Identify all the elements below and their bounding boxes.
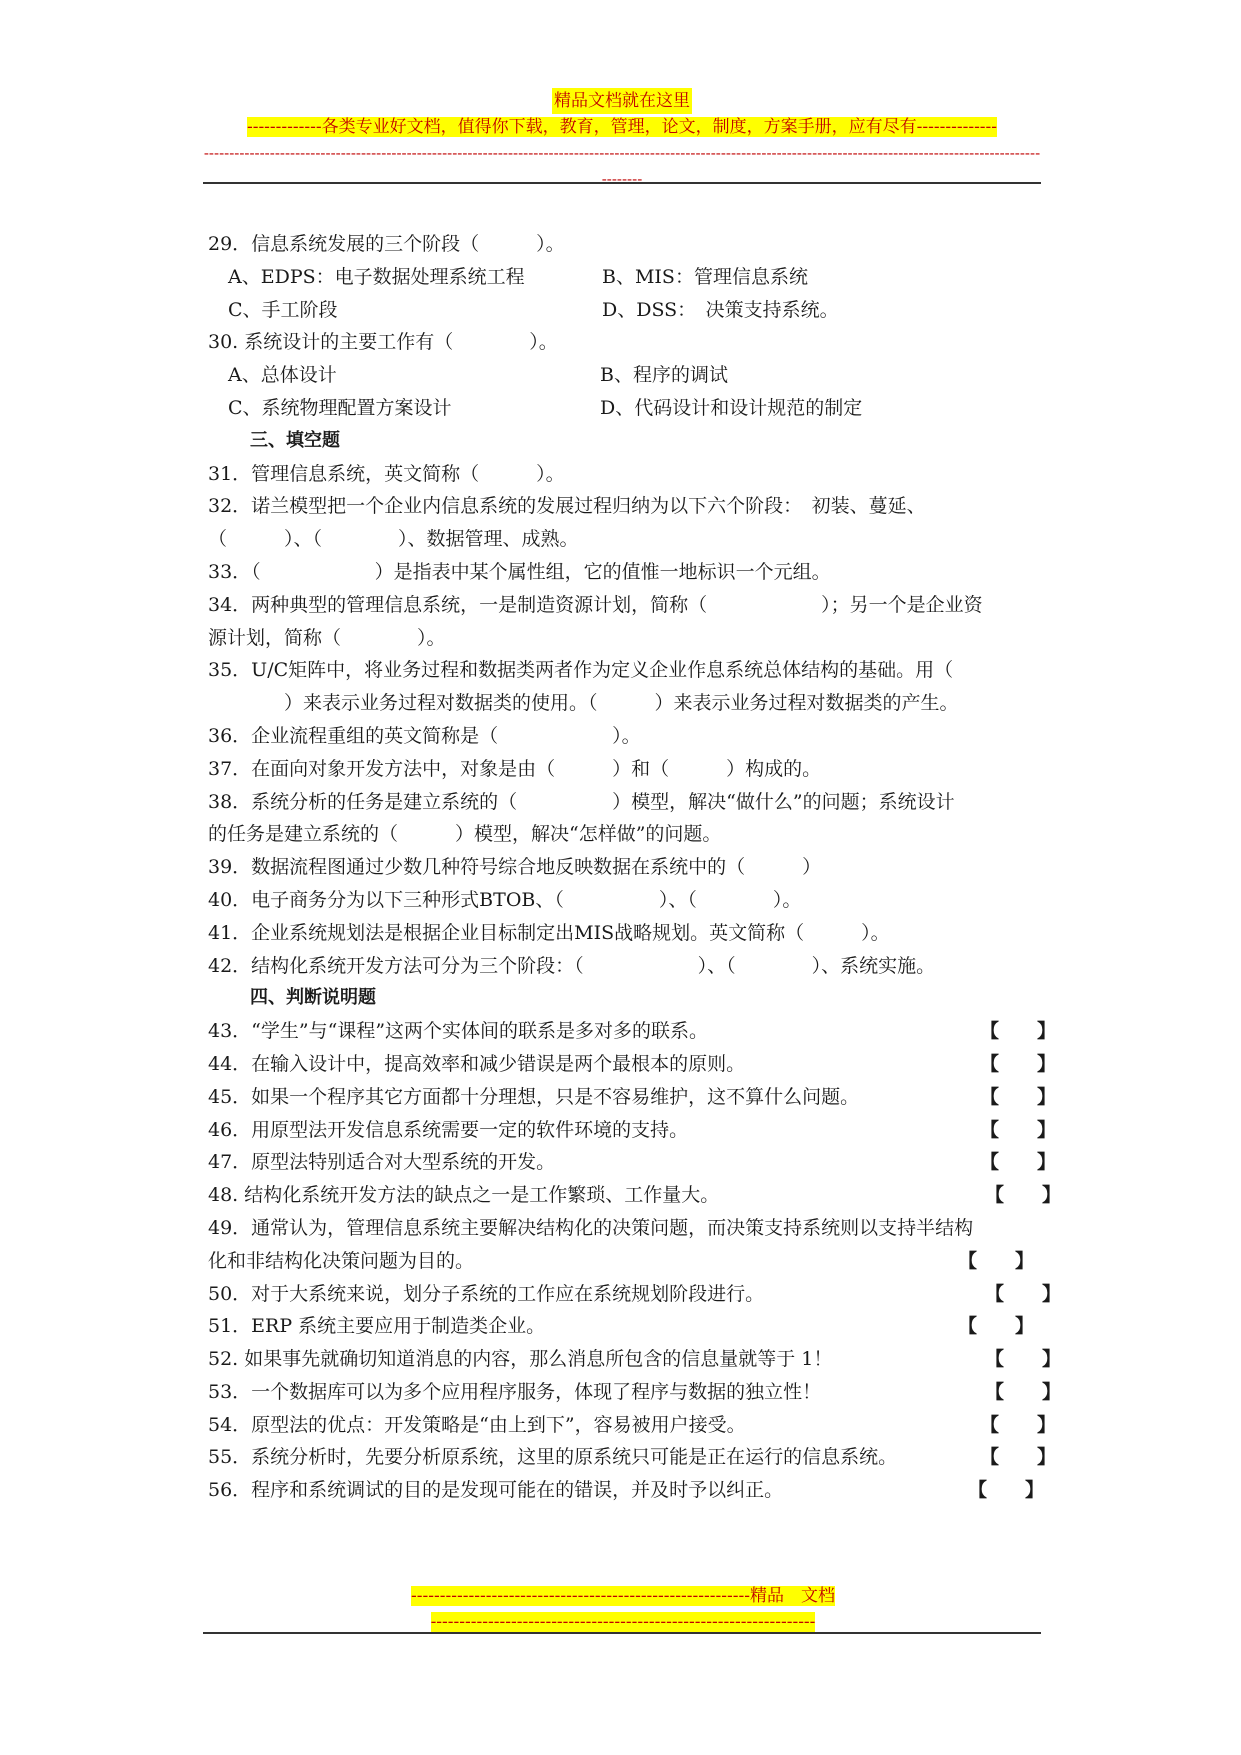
question-56-text: 56．程序和系统调试的目的是发现可能在的错误，并及时予以纠正。 — [208, 1479, 784, 1502]
section-heading-fill: 三、填空题 — [250, 429, 340, 451]
footer-line-1: -----------------------------------------------------------精品 文档 — [411, 1586, 835, 1606]
question-42: 42．结构化系统开发方法可分为三个阶段：（ ）、（ ）、系统实施。 — [208, 954, 936, 977]
question-29: 29．信息系统发展的三个阶段（ ）。 — [208, 233, 565, 255]
header-promo: -------------各类专业好文档，值得你下载，教育，管理，论文，制度，方案手册，应有尽有-------------- — [246, 117, 998, 137]
option-30-a: A、总体设计 — [228, 364, 337, 387]
question-47 — [208, 1146, 1057, 1179]
question-51-text: 51．ERP 系统主要应用于制造类企业。 — [208, 1315, 546, 1338]
question-43-text: 43．“学生”与“课程”这两个实体间的联系是多对多的联系。 — [208, 1020, 709, 1043]
section-heading-judge: 四、判断说明题 — [250, 987, 376, 1009]
question-30: 30. 系统设计的主要工作有（ ）。 — [208, 331, 558, 354]
answer-bracket: 【 】 — [985, 1348, 1062, 1371]
answer-bracket: 【 】 — [980, 1118, 1057, 1141]
answer-bracket: 【 】 — [985, 1184, 1062, 1207]
header-title: 精品文档就在这里 — [552, 88, 692, 114]
header-dashes: --------------------------------------------------------------------------------------------------------------------------------------------------------------------- — [203, 144, 1041, 162]
question-50-text: 50．对于大系统来说，划分子系统的工作应在系统规划阶段进行。 — [208, 1282, 765, 1305]
question-32-cont: （ ）、（ ）、数据管理、成熟。 — [208, 528, 579, 551]
answer-bracket: 【 】 — [980, 1020, 1057, 1043]
question-34-cont: 源计划，简称（ ）。 — [208, 626, 446, 649]
question-47-text: 47．原型法特别适合对大型系统的开发。 — [208, 1151, 556, 1174]
question-55 — [208, 1441, 1057, 1474]
question-37: 37．在面向对象开发方法中，对象是由（ ）和（ ）构成的。 — [208, 757, 822, 780]
question-54-text: 54．原型法的优点：开发策略是“由上到下”，容易被用户接受。 — [208, 1413, 746, 1436]
question-34: 34．两种典型的管理信息系统，一是制造资源计划，简称（ ）；另一个是企业资 — [208, 593, 983, 616]
question-50 — [208, 1278, 1062, 1311]
footer-rule — [203, 1632, 1041, 1634]
question-45-text: 45．如果一个程序其它方面都十分理想，只是不容易维护，这不算什么问题。 — [208, 1085, 860, 1108]
document-body — [208, 228, 1062, 1507]
question-52 — [208, 1343, 1062, 1376]
answer-bracket: 【 】 — [980, 1446, 1057, 1469]
answer-bracket: 【 】 — [980, 1413, 1057, 1436]
page-header — [203, 88, 1041, 192]
question-33: 33．（ ）是指表中某个属性组，它的值惟一地标识一个元组。 — [208, 560, 831, 583]
answer-bracket: 【 】 — [958, 1249, 1035, 1272]
answer-bracket: 【 】 — [980, 1085, 1057, 1108]
option-30-c: C、系统物理配置方案设计 — [228, 396, 452, 419]
question-52-text: 52. 如果事先就确切知道消息的内容，那么消息所包含的信息量就等于 1！ — [208, 1348, 833, 1371]
question-45 — [208, 1081, 1057, 1114]
header-rule — [203, 182, 1041, 184]
option-30-b: B、程序的调试 — [600, 364, 728, 387]
option-30-d: D、代码设计和设计规范的制定 — [600, 396, 863, 419]
question-51 — [208, 1310, 1038, 1343]
question-41: 41．企业系统规划法是根据企业目标制定出MIS战略规划。英文简称（ ）。 — [208, 921, 890, 944]
footer-line-2: ------------------------------------------------------------------- — [430, 1612, 816, 1632]
header-dashes-short: -------- — [601, 170, 643, 188]
answer-bracket: 【 】 — [980, 1151, 1057, 1174]
question-29-options-row1 — [208, 261, 1038, 294]
question-35: 35．U/C矩阵中，将业务过程和数据类两者作为定义企业作息系统总体结构的基础。用（ — [208, 659, 954, 682]
option-29-c: C、手工阶段 — [228, 298, 338, 321]
answer-bracket: 【 】 — [980, 1052, 1057, 1075]
question-43 — [208, 1015, 1057, 1048]
answer-bracket: 【 】 — [958, 1315, 1035, 1338]
question-38-cont: 的任务是建立系统的（ ）模型，解决“怎样做”的问题。 — [208, 823, 722, 846]
option-29-b: B、MIS：管理信息系统 — [602, 265, 808, 288]
question-36: 36．企业流程重组的英文简称是（ ）。 — [208, 724, 641, 747]
question-31: 31．管理信息系统，英文简称（ ）。 — [208, 462, 565, 485]
question-32: 32．诺兰模型把一个企业内信息系统的发展过程归纳为以下六个阶段： 初装、蔓延、 — [208, 495, 926, 518]
question-38: 38．系统分析的任务是建立系统的（ ）模型，解决“做什么”的问题；系统设计 — [208, 790, 955, 813]
question-49: 49．通常认为，管理信息系统主要解决结构化的决策问题，而决策支持系统则以支持半结构 — [208, 1216, 974, 1239]
question-49-text: 化和非结构化决策问题为目的。 — [208, 1249, 475, 1272]
question-46-text: 46．用原型法开发信息系统需要一定的软件环境的支持。 — [208, 1118, 689, 1141]
question-54 — [208, 1409, 1057, 1442]
question-29-options-row2 — [208, 294, 1038, 327]
answer-bracket: 【 】 — [985, 1282, 1062, 1305]
answer-bracket: 【 】 — [985, 1380, 1062, 1403]
question-40: 40．电子商务分为以下三种形式BTOB、（ ）、（ ）。 — [208, 888, 802, 911]
question-30-options-row2 — [208, 392, 1038, 425]
question-48 — [208, 1179, 1062, 1212]
question-44 — [208, 1048, 1057, 1081]
option-29-a: A、EDPS：电子数据处理系统工程 — [228, 265, 525, 288]
question-49-cont — [208, 1245, 1038, 1278]
page-footer — [398, 1583, 848, 1635]
question-30-options-row1 — [208, 359, 1038, 392]
question-56 — [208, 1474, 1045, 1507]
question-39: 39．数据流程图通过少数几种符号综合地反映数据在系统中的（ ） — [208, 856, 822, 879]
question-48-text: 48. 结构化系统开发方法的缺点之一是工作繁琐、工作量大。 — [208, 1184, 720, 1207]
question-44-text: 44．在输入设计中，提高效率和减少错误是两个最根本的原则。 — [208, 1052, 746, 1075]
question-35-cont: ）来表示业务过程对数据类的使用。（ ）来表示业务过程对数据类的产生。 — [208, 692, 959, 715]
question-53 — [208, 1376, 1062, 1409]
answer-bracket: 【 】 — [968, 1479, 1045, 1502]
question-46 — [208, 1114, 1057, 1147]
question-55-text: 55．系统分析时，先要分析原系统，这里的原系统只可能是正在运行的信息系统。 — [208, 1446, 898, 1469]
question-53-text: 53．一个数据库可以为多个应用程序服务，体现了程序与数据的独立性！ — [208, 1380, 822, 1403]
option-29-d: D、DSS： 决策支持系统。 — [602, 298, 839, 321]
